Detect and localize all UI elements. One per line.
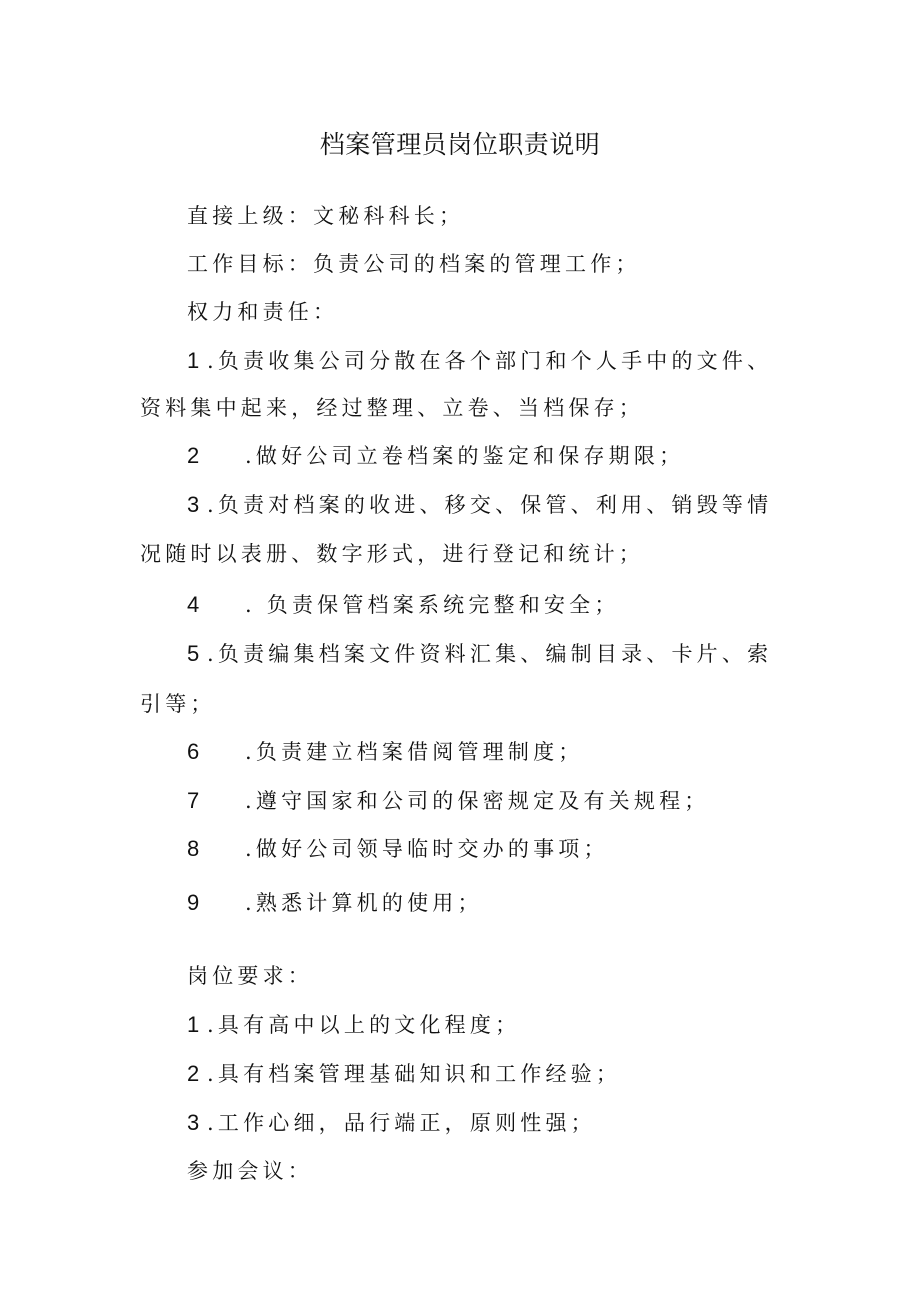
requirement-item: [187, 1107, 596, 1137]
duty-number: 6: [187, 739, 200, 764]
requirement-item: [187, 1009, 520, 1039]
duty-item: [187, 638, 772, 668]
duty-number: 1: [187, 348, 200, 373]
requirement-number: 1: [187, 1012, 200, 1037]
duty-item: [187, 887, 483, 917]
duty-text: .负责对档案的收进、移交、保管、利用、销毁等情: [207, 493, 773, 517]
duty-text: .做好公司立卷档案的鉴定和保存期限；: [245, 444, 685, 468]
duty-text: .负责编集档案文件资料汇集、编制目录、卡片、索: [207, 642, 773, 666]
duty-item: [187, 440, 684, 470]
duty-text: .负责收集公司分散在各个部门和个人手中的文件、: [207, 349, 773, 373]
duty-number: 4: [187, 592, 200, 617]
duty-number: 9: [187, 890, 200, 915]
supervisor-line: 直接上级：文秘科科长；: [187, 204, 465, 228]
duty-item: [187, 489, 772, 519]
duty-number: 8: [187, 836, 200, 861]
duty-text: .遵守国家和公司的保密规定及有关规程；: [245, 789, 710, 813]
requirements-heading: 岗位要求：: [187, 964, 313, 988]
duty-number: 5: [187, 641, 200, 666]
duty-item: [187, 785, 709, 815]
duty-continuation: 引等；: [140, 692, 216, 716]
requirement-text: .具有档案管理基础知识和工作经验；: [207, 1062, 622, 1086]
duty-number: 3: [187, 492, 200, 517]
duty-number: 2: [187, 443, 200, 468]
duty-item: [187, 833, 609, 863]
requirement-number: 2: [187, 1061, 200, 1086]
duty-item: [187, 589, 620, 619]
duty-item: [187, 736, 583, 766]
duty-continuation: 资料集中起来，经过整理、立卷、当档保存；: [140, 396, 644, 420]
duty-text: .负责建立档案借阅管理制度；: [245, 740, 584, 764]
duty-text: .做好公司领导临时交办的事项；: [245, 837, 609, 861]
duty-number: 7: [187, 788, 200, 813]
goal-line: 工作目标：负责公司的档案的管理工作；: [187, 252, 641, 276]
requirement-text: .工作心细，品行端正，原则性强；: [207, 1111, 596, 1135]
authority-heading: 权力和责任：: [187, 300, 339, 324]
requirement-item: [187, 1058, 621, 1088]
meetings-heading: 参加会议：: [187, 1159, 313, 1183]
duty-item: [187, 345, 772, 375]
duty-continuation: 况随时以表册、数字形式，进行登记和统计；: [140, 542, 644, 566]
requirement-text: .具有高中以上的文化程度；: [207, 1013, 521, 1037]
duty-text: . 负责保管档案系统完整和安全；: [245, 593, 620, 617]
duty-text: .熟悉计算机的使用；: [245, 891, 483, 915]
requirement-number: 3: [187, 1110, 200, 1135]
document-title: 档案管理员岗位职责说明: [319, 130, 601, 159]
